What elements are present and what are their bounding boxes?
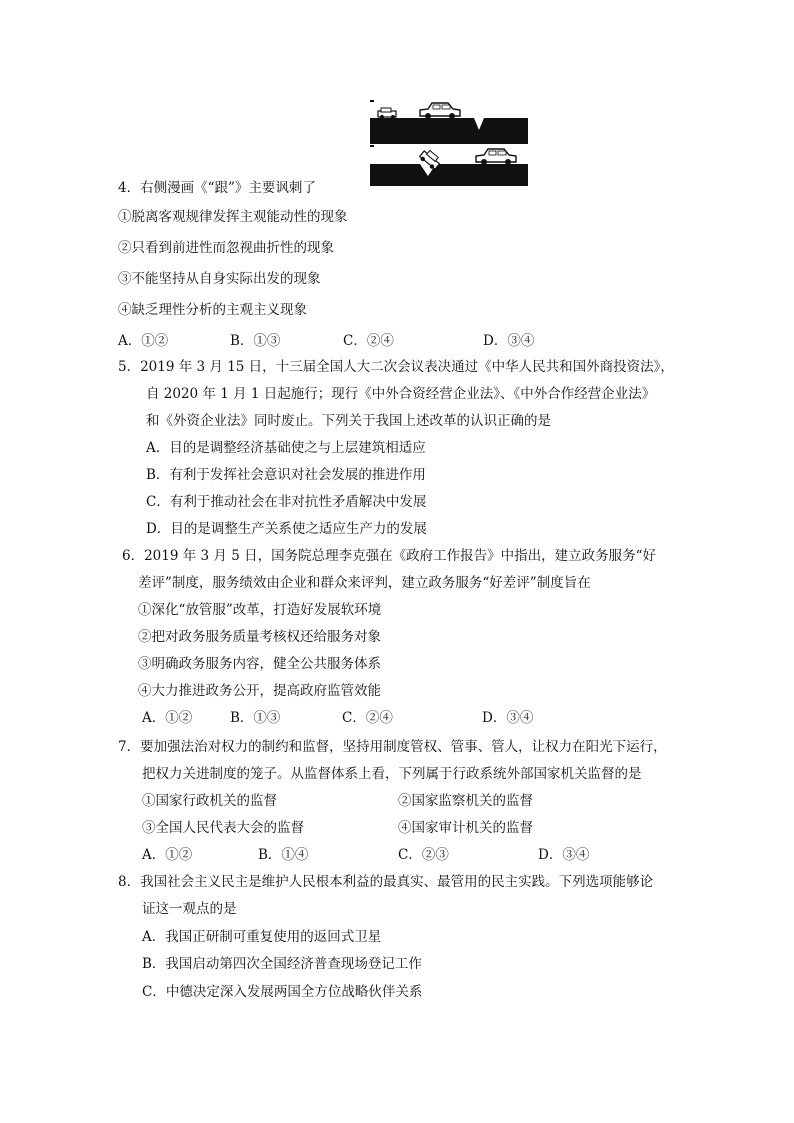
q5-stem-line-1: 5．2019 年 3 月 15 日，十三届全国人大二次会议表决通过《中华人民共和国外商投资法》， — [118, 359, 674, 375]
q4-item-2: ②只看到前进性而忽视曲折性的现象 — [118, 240, 334, 256]
q7-option-d: D．③④ — [538, 847, 590, 863]
q4-option-b: B．①③ — [230, 333, 281, 349]
car-icon — [420, 103, 460, 119]
q7-stem-line-1: 7．要加强法治对权力的制约和监督，坚持用制度管权、管事、管人，让权力在阳光下运行， — [118, 739, 667, 755]
q4-item-1: ①脱离客观规律发挥主观能动性的现象 — [118, 209, 348, 225]
q7-item-4: ④国家审计机关的监督 — [398, 820, 533, 836]
q8-option-a: A．我国正研制可重复使用的返回式卫星 — [142, 929, 382, 945]
q6-stem-line-1: 6．2019 年 3 月 5 日，国务院总理李克强在《政府工作报告》中指出，建立政务服务“好 — [122, 548, 656, 564]
q8-option-b: B．我国启动第四次全国经济普查现场登记工作 — [142, 956, 422, 972]
q5-stem-line-2: 自 2020 年 1 月 1 日起施行；现行《中外合资经营企业法》、《中外合作经营企业法》 — [146, 386, 656, 402]
top-panel — [370, 103, 528, 144]
q7-item-1: ①国家行政机关的监督 — [142, 793, 277, 809]
q8-stem-line-2: 证这一观点的是 — [142, 901, 237, 917]
q4-stem: 4．右侧漫画《“跟”》主要讽刺了 — [118, 180, 316, 196]
q7-option-c: C．②③ — [398, 847, 449, 863]
cartoon-illustration — [368, 96, 530, 188]
q4-option-a: A．①② — [118, 333, 169, 349]
q6-item-3: ③明确政务服务内容，健全公共服务体系 — [138, 656, 381, 672]
q4-item-3: ③不能坚持从自身实际出发的现象 — [118, 271, 321, 287]
q6-option-a: A．①② — [142, 710, 193, 726]
q7-option-a: A．①② — [142, 847, 193, 863]
small-car-icon — [378, 108, 396, 119]
q7-stem-line-2: 把权力关进制度的笼子。从监督体系上看，下列属于行政系统外部国家机关监督的是 — [142, 766, 642, 782]
q7-option-b: B．①④ — [258, 847, 309, 863]
q4-item-4: ④缺乏理性分析的主观主义现象 — [118, 302, 307, 318]
q6-option-d: D．③④ — [482, 710, 534, 726]
bottom-panel — [370, 148, 528, 186]
q8-stem-line-1: 8．我国社会主义民主是维护人民根本利益的最真实、最管用的民主实践。下列选项能够论 — [118, 874, 654, 890]
q4-option-d: D．③④ — [483, 333, 535, 349]
q5-option-d: D．目的是调整生产关系使之适应生产力的发展 — [146, 521, 427, 537]
q6-option-c: C．②④ — [342, 710, 393, 726]
q7-item-2: ②国家监察机关的监督 — [398, 793, 533, 809]
following-car-icon — [476, 149, 516, 165]
q6-item-1: ①深化“放管服”改革，打造好发展软环境 — [138, 602, 382, 618]
q5-option-b: B．有利于发挥社会意识对社会发展的推进作用 — [146, 467, 426, 483]
q7-item-3: ③全国人民代表大会的监督 — [142, 820, 304, 836]
q5-option-a: A．目的是调整经济基础使之与上层建筑相适应 — [146, 440, 426, 456]
q5-stem-line-3: 和《外资企业法》同时废止。下列关于我国上述改革的认识正确的是 — [146, 413, 551, 429]
q6-option-b: B．①③ — [230, 710, 281, 726]
q5-option-c: C．有利于推动社会在非对抗性矛盾解决中发展 — [146, 494, 427, 510]
q6-item-4: ④大力推进政务公开，提高政府监管效能 — [138, 683, 381, 699]
q6-item-2: ②把对政务服务质量考核权还给服务对象 — [138, 629, 381, 645]
q8-option-c: C．中德决定深入发展两国全方位战略伙伴关系 — [142, 984, 423, 1000]
q6-stem-line-2: 差评”制度，服务绩效由企业和群众来评判，建立政务服务“好差评”制度旨在 — [138, 575, 591, 591]
q4-option-c: C．②④ — [343, 333, 394, 349]
